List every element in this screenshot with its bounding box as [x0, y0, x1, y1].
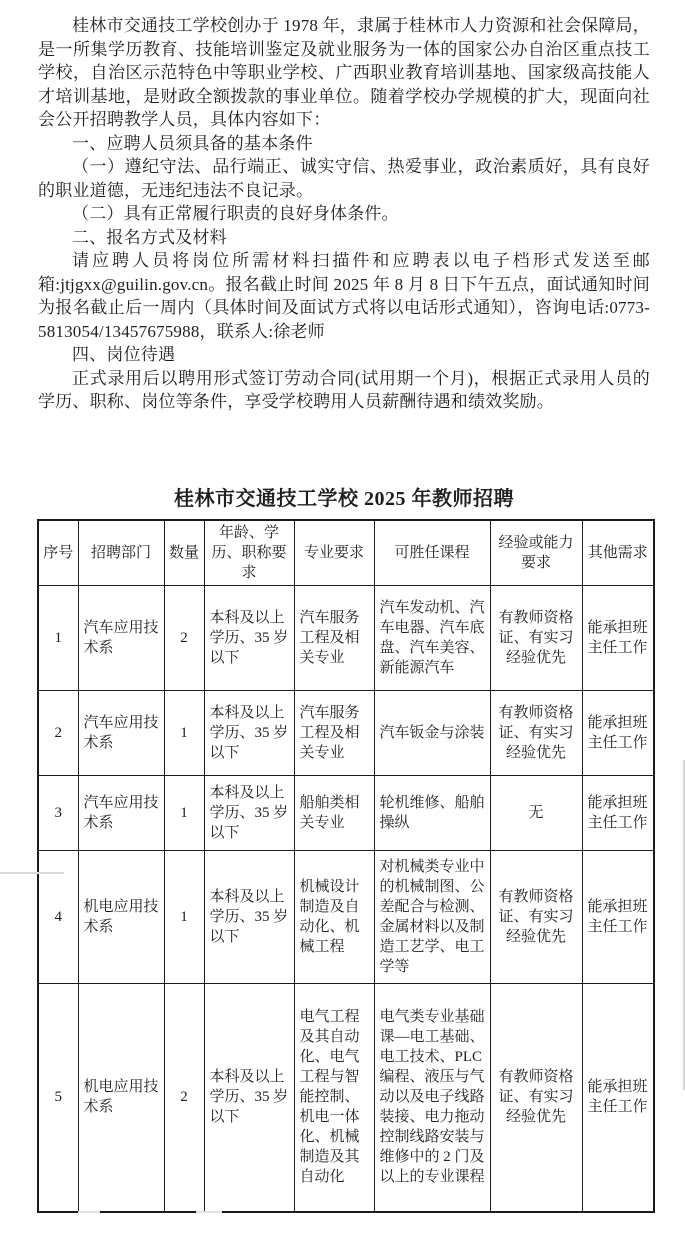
table-title: 桂林市交通技工学校 2025 年教师招聘 [174, 487, 514, 510]
column-header: 招聘部门 [78, 520, 164, 586]
scan-artifact-line-horizontal [0, 872, 64, 874]
table-cell: 2 [38, 690, 78, 775]
section-1-heading: 一、应聘人员须具备的基本条件 [72, 133, 313, 153]
table-cell: 1 [38, 585, 78, 690]
column-header: 专业要求 [294, 520, 374, 586]
table-cell: 汽车服务工程及相关专业 [294, 690, 374, 775]
table-cell: 1 [164, 850, 204, 983]
table-cell: 汽车钣金与涂装 [374, 690, 490, 775]
table-cell: 机械设计制造及自动化、机械工程 [294, 850, 374, 983]
table-cell: 1 [164, 775, 204, 850]
table-cell: 本科及以上学历、35 岁以下 [204, 850, 294, 983]
table-cell: 汽车应用技术系 [78, 585, 164, 690]
table-cell: 船舶类相关专业 [294, 775, 374, 850]
column-header: 其他需求 [582, 520, 654, 586]
table-cell: 有教师资格证、有实习经验优先 [490, 585, 582, 690]
column-header: 经验或能力要求 [490, 520, 582, 586]
table-cell: 能承担班主任工作 [582, 585, 654, 690]
table-cell: 汽车发动机、汽车电器、汽车底盘、汽车美容、新能源汽车 [374, 585, 490, 690]
table-cell: 电气类专业基础课—电工基础、电工技术、PLC 编程、液压与气动以及电子线路装接、电力拖动控制线路安装与维修中的 2 门及以上的专业课程 [374, 983, 490, 1212]
table-cell: 机电应用技术系 [78, 983, 164, 1212]
table-row [38, 585, 654, 690]
table-cell: 有教师资格证、有实习经验优先 [490, 983, 582, 1212]
scan-artifact-smudge [196, 1211, 222, 1213]
table-header-row [38, 520, 654, 586]
column-header: 可胜任课程 [374, 520, 490, 586]
table-cell: 对机械类专业中的机械制图、公差配合与检测、金属材料以及制造工艺学、电工学等 [374, 850, 490, 983]
column-header: 序号 [38, 520, 78, 586]
section-4-paragraph-1: 正式录用后以聘用形式签订劳动合同(试用期一个月)，根据正式录用人员的学历、职称、岗位等条件，享受学校聘用人员薪酬待遇和绩效奖励。 [38, 368, 650, 411]
table-row [38, 983, 654, 1212]
table-row [38, 850, 654, 983]
column-header: 数量 [164, 520, 204, 586]
table-cell: 汽车应用技术系 [78, 690, 164, 775]
scan-artifact-smudge [78, 1211, 100, 1213]
table-cell: 3 [38, 775, 78, 850]
table-cell: 2 [164, 983, 204, 1212]
table-cell: 能承担班主任工作 [582, 690, 654, 775]
section-4-heading: 四、岗位待遇 [72, 345, 176, 364]
table-cell: 无 [490, 775, 582, 850]
section-2-heading: 二、报名方式及材料 [72, 227, 227, 247]
table-row [38, 690, 654, 775]
section-1-paragraph-1: （一）遵纪守法、品行端正、诚实守信、热爱事业，政治素质好，具有良好的职业道德，无违纪违法不良记录。 [38, 157, 650, 200]
column-header: 年龄、学历、职称要求 [204, 520, 294, 586]
intro-paragraph: 桂林市交通技工学校创办于 1978 年，隶属于桂林市人力资源和社会保障局，是一所集学历教育、技能培训鉴定及就业服务为一体的国家公办自治区重点技工学校，自治区示范特色中等职业学校、广西职业教育培训基地、国家级高技能人才培训基地，是财政全额拨款的事业单位。随着学校办学规模的扩大，现面向社会公开招聘教学人员，具体内容如下： [38, 16, 650, 129]
recruitment-table [37, 519, 655, 1214]
table-cell: 有教师资格证、有实习经验优先 [490, 850, 582, 983]
table-cell: 本科及以上学历、35 岁以下 [204, 983, 294, 1212]
section-2-paragraph-1: 请应聘人员将岗位所需材料扫描件和应聘表以电子档形式发送至邮箱:jtjgxx@guilin.gov.cn。报名截止时间 2025 年 8 月 8 日下午五点，面试通知时间为报名截止后一周内（具体时间及面试方式将以电话形式通知），咨询电话:0773-5813054/13457675988，联系人:徐老师 [38, 251, 650, 341]
table-cell: 4 [38, 850, 78, 983]
section-1-paragraph-2: （二）具有正常履行职责的良好身体条件。 [72, 204, 399, 223]
table-body [38, 585, 654, 1212]
table-cell: 汽车应用技术系 [78, 775, 164, 850]
table-cell: 轮机维修、船舶操纵 [374, 775, 490, 850]
table-cell: 1 [164, 690, 204, 775]
table-cell: 能承担班主任工作 [582, 983, 654, 1212]
table-cell: 本科及以上学历、35 岁以下 [204, 775, 294, 850]
table-cell: 本科及以上学历、35 岁以下 [204, 585, 294, 690]
table-cell: 2 [164, 585, 204, 690]
table-row [38, 775, 654, 850]
table-cell: 能承担班主任工作 [582, 850, 654, 983]
table-cell: 能承担班主任工作 [582, 775, 654, 850]
table-cell: 本科及以上学历、35 岁以下 [204, 690, 294, 775]
table-cell: 机电应用技术系 [78, 850, 164, 983]
table-cell: 有教师资格证、有实习经验优先 [490, 690, 582, 775]
table-cell: 电气工程及其自动化、电气工程与智能控制、机电一体化、机械制造及其自动化 [294, 983, 374, 1212]
table-cell: 5 [38, 983, 78, 1212]
table-cell: 汽车服务工程及相关专业 [294, 585, 374, 690]
